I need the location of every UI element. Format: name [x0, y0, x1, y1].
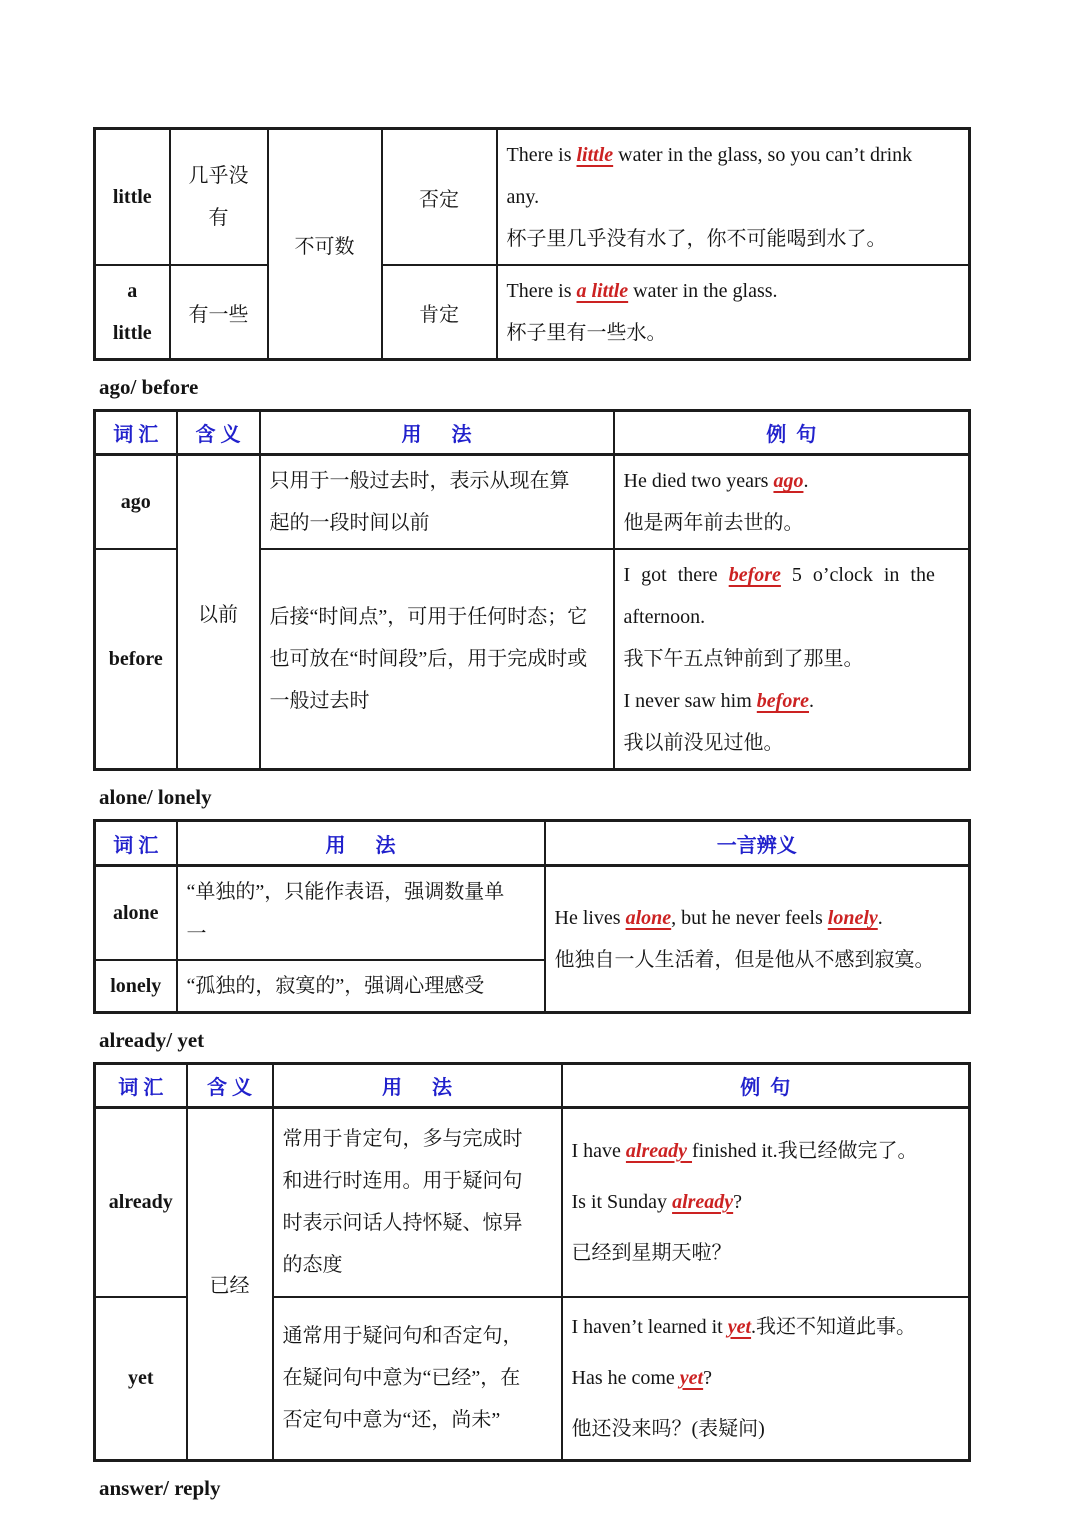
text-segment: finished it.我已经做完了。 [692, 1139, 918, 1162]
text-line [572, 1177, 960, 1228]
text-line [572, 1404, 960, 1455]
word-alone: alone [95, 866, 177, 961]
text-line [572, 1228, 960, 1279]
table-row [95, 129, 970, 266]
column-header: 用 法 [260, 411, 614, 455]
meaning-cell [170, 129, 268, 266]
word-yet: yet [95, 1297, 187, 1461]
text-segment: . [809, 690, 814, 712]
text-segment: He lives [554, 907, 626, 929]
text-line [624, 554, 960, 596]
example-cell [545, 866, 970, 1013]
highlighted-word: lonely [827, 907, 878, 929]
example-cell [562, 1108, 970, 1297]
column-header: 用 法 [273, 1064, 562, 1108]
text-segment: .我还不知道此事。 [751, 1315, 917, 1338]
column-header: 词 汇 [95, 821, 177, 866]
text-line [270, 680, 604, 722]
text-segment: 我下午五点钟前到了那里。 [623, 648, 864, 670]
text-segment: afternoon. [623, 606, 706, 628]
text-segment: ? [703, 1366, 712, 1389]
text-segment: “孤独的，寂寞的”，强调心理感受 [186, 975, 485, 997]
word-before: before [95, 549, 177, 770]
text-line [507, 218, 960, 260]
text-line [283, 1357, 552, 1399]
text-segment: little [112, 322, 152, 344]
word-lonely: lonely [95, 960, 177, 1013]
section-heading-alone-lonely: alone/ lonely [99, 785, 212, 809]
usage-cell [260, 455, 614, 550]
text-segment: 一 [186, 923, 207, 945]
highlighted-word: little [576, 144, 614, 166]
table-row [95, 866, 970, 961]
usage-cell [273, 1297, 562, 1461]
polarity-cell: 否定 [382, 129, 497, 266]
text-segment: 时表示问话人持怀疑、惊异 [282, 1212, 523, 1235]
text-segment: 他是两年前去世的。 [623, 512, 804, 534]
text-segment: 有 [208, 207, 229, 229]
text-line [572, 1302, 960, 1353]
text-line [270, 596, 604, 638]
section-heading-already-yet: already/ yet [99, 1028, 205, 1052]
text-segment: Has he come [571, 1366, 680, 1389]
text-line [555, 939, 960, 981]
text-line [187, 965, 535, 1007]
column-header: 含 义 [187, 1064, 273, 1108]
highlighted-word: before [756, 690, 809, 712]
text-segment: 通常用于疑问句和否定句， [282, 1325, 523, 1347]
text-line [507, 312, 960, 354]
text-segment: I got there [623, 564, 729, 586]
text-segment: 一般过去时 [269, 690, 370, 712]
text-line [624, 680, 960, 722]
text-segment: 我以前没见过他。 [623, 732, 784, 754]
highlighted-word: a little [576, 280, 629, 302]
polarity-cell: 肯定 [382, 265, 497, 360]
column-header: 用 法 [177, 821, 545, 866]
example-cell [497, 129, 970, 266]
text-segment: water in the glass. [628, 280, 778, 302]
text-segment: 的态度 [282, 1254, 343, 1277]
text-segment: , but he never feels [671, 907, 828, 929]
text-segment: I haven’t learned it [571, 1315, 728, 1338]
text-segment: 他独自一人生活着，但是他从不感到寂寞。 [554, 949, 935, 971]
countability-cell: 不可数 [268, 129, 382, 360]
text-line [175, 197, 263, 239]
text-segment: 否定句中意为“还，尚未” [282, 1409, 501, 1431]
text-segment: He died two years [623, 470, 774, 492]
usage-cell [260, 549, 614, 770]
text-line [283, 1244, 552, 1286]
table-row [95, 265, 970, 360]
text-segment: Is it Sunday [571, 1190, 673, 1213]
text-segment: . [877, 907, 883, 929]
highlighted-word: yet [679, 1366, 704, 1389]
meaning-cell: 有一些 [170, 265, 268, 360]
meaning-cell: 已经 [187, 1108, 273, 1461]
highlighted-word: ago [773, 470, 804, 492]
text-line [572, 1126, 960, 1177]
text-segment: any. [506, 186, 540, 208]
text-segment: There is [506, 280, 577, 302]
highlighted-word: before [728, 564, 781, 586]
header-row [95, 821, 970, 866]
meaning-cell: 以前 [177, 455, 260, 770]
text-segment: water in the glass, so you can’t drink [613, 144, 913, 166]
column-header: 词 汇 [95, 1064, 187, 1108]
text-line [187, 913, 535, 955]
text-segment: 已经到星期天啦？ [571, 1241, 732, 1264]
text-segment: 杯子里几乎没有水了，你不可能喝到水了。 [506, 228, 887, 250]
document-page [93, 0, 968, 1501]
text-line [624, 460, 960, 502]
text-line [624, 502, 960, 544]
column-header: 例 句 [614, 411, 970, 455]
highlighted-word: yet [727, 1315, 752, 1338]
text-segment: 他还没来吗？(表疑问) [571, 1417, 765, 1440]
text-segment: 在疑问句中意为“已经”，在 [282, 1367, 521, 1389]
text-line [98, 312, 167, 354]
text-segment: “单独的”，只能作表语，强调数量单 [186, 881, 505, 903]
column-header: 一言辨义 [545, 821, 970, 866]
text-segment: 只用于一般过去时，表示从现在算 [269, 470, 570, 492]
text-line [283, 1118, 552, 1160]
section-heading-ago-before: ago/ before [99, 375, 199, 399]
column-header: 例 句 [562, 1064, 970, 1108]
text-line [98, 270, 167, 312]
highlighted-word: already [672, 1190, 734, 1213]
highlighted-word: already [625, 1139, 693, 1162]
alone-lonely-table [93, 819, 971, 1014]
text-segment: I never saw him [623, 690, 757, 712]
text-segment: ? [733, 1190, 743, 1213]
usage-cell [273, 1108, 562, 1297]
text-line [283, 1202, 552, 1244]
usage-cell [177, 866, 545, 961]
text-line [624, 722, 960, 764]
text-segment: 几乎没 [188, 165, 249, 187]
word-ago: ago [95, 455, 177, 550]
column-header: 词 汇 [95, 411, 177, 455]
text-line [187, 871, 535, 913]
ago-before-table [93, 409, 971, 771]
text-line [572, 1353, 960, 1404]
text-segment: 和进行时连用。用于疑问句 [282, 1170, 523, 1193]
text-segment: 后接“时间点”，可用于任何时态；它 [269, 606, 588, 628]
header-row [95, 411, 970, 455]
text-line [175, 155, 263, 197]
usage-cell [177, 960, 545, 1013]
already-yet-table [93, 1062, 971, 1462]
text-segment: 起的一段时间以前 [269, 512, 430, 534]
table-row [95, 455, 970, 550]
text-segment: 常用于肯定句，多与完成时 [282, 1128, 523, 1151]
text-line [283, 1315, 552, 1357]
text-segment: . [803, 470, 809, 492]
text-segment: I have [571, 1139, 626, 1162]
text-line [507, 176, 960, 218]
column-header: 含 义 [177, 411, 260, 455]
word-already: already [95, 1108, 187, 1297]
text-line [270, 638, 604, 680]
example-cell [614, 455, 970, 550]
text-line [624, 638, 960, 680]
text-line [507, 134, 960, 176]
text-line [270, 460, 604, 502]
word-a-little [95, 265, 170, 360]
text-segment: 也可放在“时间段”后，用于完成时或 [269, 648, 588, 670]
example-cell [562, 1297, 970, 1461]
little-a-little-table [93, 127, 971, 361]
text-line [270, 502, 604, 544]
highlighted-word: alone [625, 907, 672, 929]
text-line [507, 270, 960, 312]
word-little: little [95, 129, 170, 266]
text-line [624, 596, 960, 638]
text-segment: a [127, 280, 138, 302]
header-row [95, 1064, 970, 1108]
text-line [283, 1160, 552, 1202]
text-line [283, 1399, 552, 1441]
table-row [95, 1108, 970, 1297]
example-cell [497, 265, 970, 360]
text-segment: 杯子里有一些水。 [506, 322, 667, 344]
text-segment: 5 o’clock in the [780, 564, 935, 586]
text-line [555, 897, 960, 939]
section-heading-answer-reply: answer/ reply [99, 1475, 221, 1500]
text-segment: There is [506, 144, 577, 166]
example-cell [614, 549, 970, 770]
